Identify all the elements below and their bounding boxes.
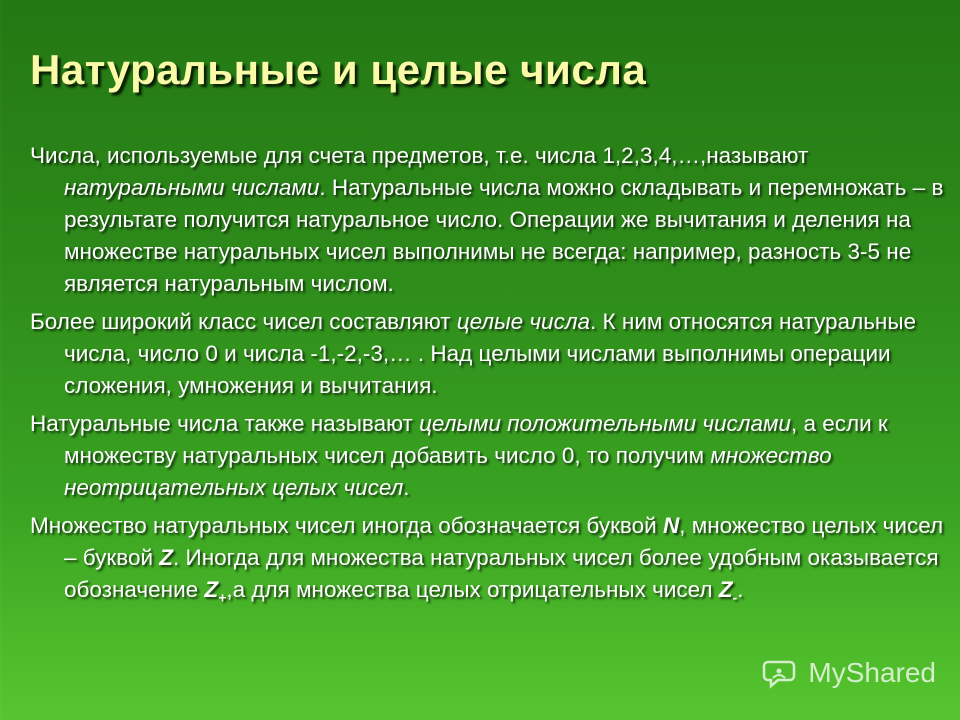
paragraph-positive-integers (30, 408, 945, 504)
term-integers: целые числа (456, 309, 591, 334)
paragraph-integers (30, 306, 945, 402)
symbol-z-letter: Z (718, 577, 733, 602)
symbol-z: Z (159, 545, 174, 570)
text: ,а для множества целых отрицательных чисел (226, 577, 719, 602)
page-title: Натуральные и целые числа (30, 46, 647, 93)
slide-body (30, 140, 945, 612)
text: Числа, используемые для счета предметов, т.е. числа 1,2,3,4,…,называют (30, 143, 809, 168)
myshared-logo-icon (762, 656, 802, 690)
text: . К ним относятся натуральные числа, число 0 и числа -1,-2,-3,… . Над целыми числами выполнимы операции сложения, умножения и вычитания. (64, 309, 917, 398)
text: , множество целых чисел – буквой (64, 513, 944, 570)
text: . Натуральные числа можно складывать и перемножать – в результате получится натуральное число. Операции же вычитания и деления на множестве натуральных чисел выполнимы не всегда: например, разность 3-5 не является натуральным числом. (64, 175, 944, 296)
text: Натуральные числа также называют (30, 411, 420, 436)
text: . Иногда для множества натуральных чисел более удобным оказывается обозначение (64, 545, 939, 602)
term-natural-numbers: натуральными числами (64, 175, 320, 200)
term-positive-integers: целыми положительными числами (419, 411, 791, 436)
paragraph-notation (30, 510, 945, 606)
subscript-minus: - (732, 589, 738, 606)
paragraph-natural-numbers (30, 140, 945, 300)
text: Множество натуральных чисел иногда обозначается буквой (30, 513, 663, 538)
symbol-z-minus (718, 577, 738, 606)
watermark-text: MyShared (808, 657, 936, 688)
symbol-z-letter: Z (204, 577, 219, 602)
subscript-plus: + (218, 589, 227, 606)
text: Более широкий класс чисел составляют (30, 309, 457, 334)
symbol-z-plus (204, 577, 227, 606)
watermark (762, 656, 936, 690)
term-nonnegative-integers: множество неотрицательных целых чисел (64, 443, 832, 500)
symbol-n: N (662, 513, 680, 538)
text: , а если к множеству натуральных чисел добавить число 0, то получим (64, 411, 888, 468)
text: . (737, 577, 744, 602)
text: . (403, 475, 410, 500)
